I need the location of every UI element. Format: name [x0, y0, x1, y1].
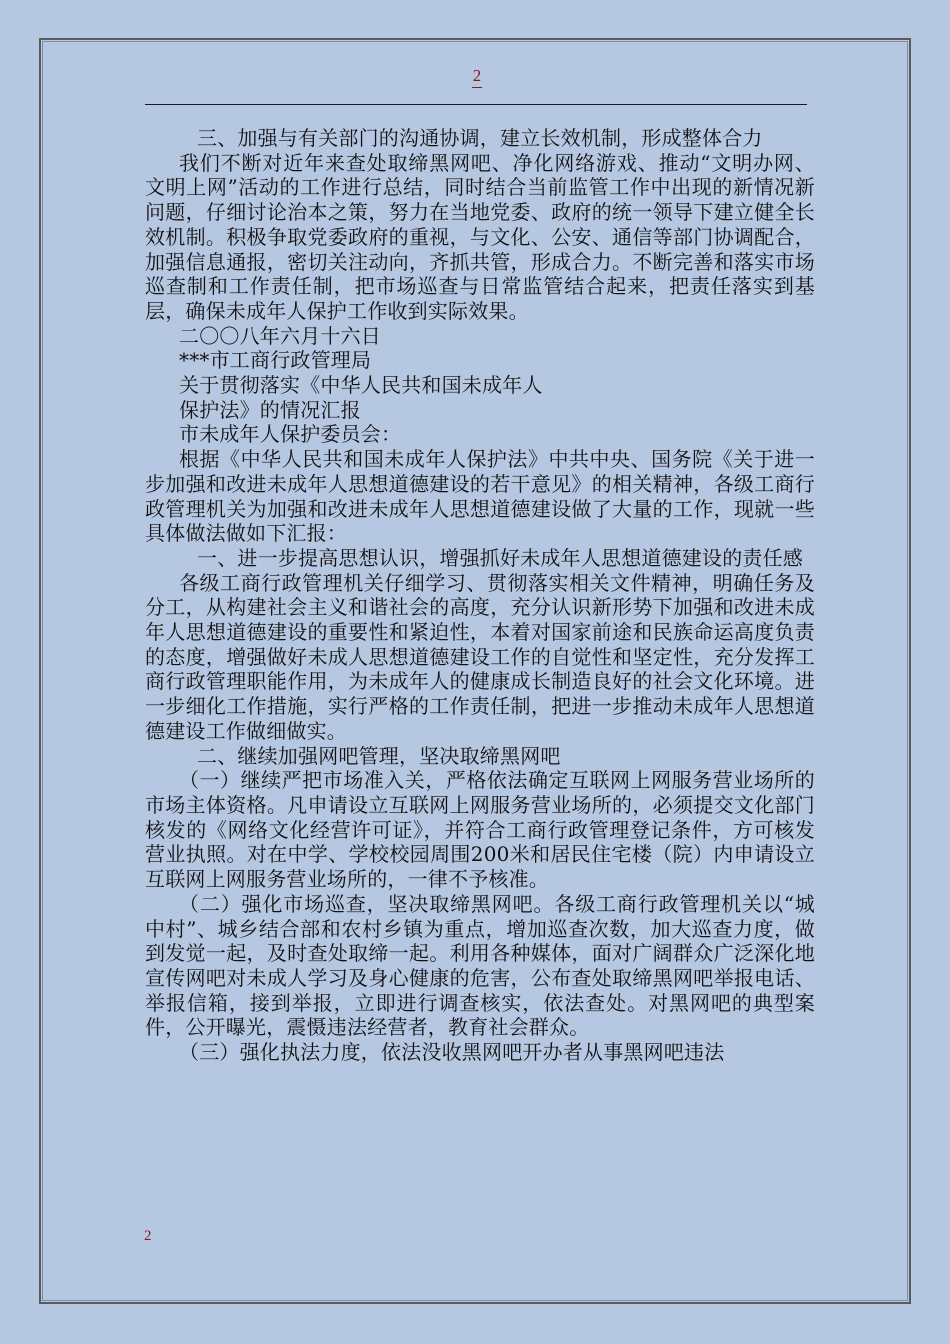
- section-heading-3: 三、加强与有关部门的沟通协调，建立长效机制，形成整体合力: [197, 126, 763, 150]
- section-heading-1: 一、进一步提高思想认识，增强抓好未成年人思想道德建设的责任感: [197, 545, 803, 570]
- body-paragraph: （二）强化市场巡查，坚决取缔黑网吧。各级工商行政管理机关以“城中村”、城乡结合部和农村乡镇为重点，增加巡查次数，加大巡查力度，做到发觉一起，及时查处取缔一起。利用各种媒体，面对广阔群众广泛深化地宣传网吧对未成人学习及身心健康的危害，公布查处取缔黑网吧举报电话、举报信箱，接到举报，立即进行调查核实，依法查处。对黑网吧的典型案件，公开曝光，震慑违法经营者，教育社会群众。: [145, 891, 815, 1040]
- date-line: 二〇〇八年六月十六日: [179, 323, 381, 348]
- issuer-line: ***市工商行政管理局: [179, 348, 372, 373]
- body-paragraph: 各级工商行政管理机关仔细学习、贯彻落实相关文件精神，明确任务及分工，从构建社会主义和谐社会的高度，充分认识新形势下加强和改进未成年人思想道德建设的重要性和紧迫性，本着对国家前途和民族命运高度负责的态度，增强做好未成人思想道德建设工作的自觉性和坚定性，充分发挥工商行政管理职能作用，为未成年人的健康成长制造良好的社会文化环境。进一步细化工作措施，实行严格的工作责任制，把进一步推动未成年人思想道德建设工作做细做实。: [145, 570, 815, 743]
- header-page-number: 2: [472, 66, 482, 85]
- section-heading-2: 二、继续加强网吧管理，坚决取缔黑网吧: [197, 743, 561, 768]
- body-paragraph: 根据《中华人民共和国未成年人保护法》中共中央、国务院《关于进一步加强和改进未成年人思想道德建设的若干意见》的相关精神，各级工商行政管理机关为加强和改进未成年人思想道德建设做了大量的工作，现就一些具体做法做如下汇报：: [145, 447, 815, 546]
- document-page: [39, 38, 911, 1304]
- header-divider: [145, 104, 807, 105]
- report-title-line-2: 保护法》的情况汇报: [179, 397, 361, 422]
- document-body: [145, 126, 815, 1065]
- salutation: 市未成年人保护委员会：: [179, 422, 402, 447]
- body-paragraph: （一）继续严把市场准入关，严格依法确定互联网上网服务营业场所的市场主体资格。凡申请设立互联网上网服务营业场所的，必须提交文化部门核发的《网络文化经营许可证》，并符合工商行政管理登记条件，方可核发营业执照。对在中学、学校校园周围200米和居民住宅楼（院）内申请设立互联网上网服务营业场所的，一律不予核准。: [145, 768, 815, 892]
- body-paragraph: 我们不断对近年来查处取缔黑网吧、净化网络游戏、推动“文明办网、文明上网”活动的工作进行总结，同时结合当前监管工作中出现的新情况新问题，仔细讨论治本之策，努力在当地党委、政府的统一领导下建立健全长效机制。积极争取党委政府的重视，与文化、公安、通信等部门协调配合，加强信息通报，密切关注动向，齐抓共管，形成合力。不断完善和落实市场巡查制和工作责任制，把市场巡查与日常监管结合起来，把责任落实到基层，确保未成年人保护工作收到实际效果。: [145, 150, 815, 323]
- body-paragraph: （三）强化执法力度，依法没收黑网吧开办者从事黑网吧违法: [179, 1040, 725, 1065]
- footer-page-number: 2: [144, 1228, 152, 1244]
- report-title-line-1: 关于贯彻落实《中华人民共和国未成年人: [179, 373, 543, 398]
